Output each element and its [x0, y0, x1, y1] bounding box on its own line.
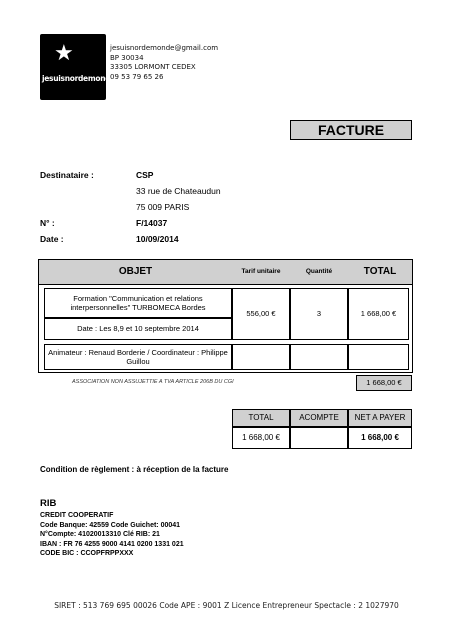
rib-iban: IBAN : FR 76 4255 9000 4141 0200 1331 021	[40, 540, 184, 548]
row2-qte-cell	[290, 344, 348, 370]
recipient-name: CSP	[136, 170, 154, 180]
rib-bank: CREDIT COOPERATIF	[40, 512, 114, 519]
col-total: TOTAL	[363, 266, 397, 278]
company-logo	[40, 34, 116, 100]
invoice-number-label: N° :	[40, 218, 55, 228]
footer: SIRET : 513 769 695 00026 Code APE : 9001 Z Licence Entrepreneur Spectacle : 2 1027970	[54, 601, 399, 610]
document-title: FACTURE	[290, 120, 412, 140]
rib-details	[40, 511, 184, 559]
rib-title: RIB	[40, 498, 57, 509]
recipient-address-1: 33 rue de Chateaudun	[136, 186, 221, 196]
row1-quantite: 3	[316, 309, 322, 319]
invoice-date-label: Date :	[40, 234, 64, 244]
col-objet: OBJET	[118, 266, 153, 278]
tva-note: ASSOCIATION NON ASSUJETTIE A TVA ARTICLE 206B DU CGI	[72, 379, 234, 385]
row2-tarif-cell	[232, 344, 290, 370]
row1-description: Formation "Communication et relations interpersonnelles" TURBOMECA Bordes	[70, 293, 206, 312]
rib-bic: CODE BIC : CCOPFRPPXXX	[40, 550, 134, 557]
star-icon: ★	[54, 40, 74, 65]
company-city: 33305 LORMONT CEDEX	[110, 63, 196, 71]
company-phone: 09 53 79 65 26	[110, 72, 164, 81]
summary-acompte-value	[290, 427, 348, 449]
row2-description: Animateur : Renaud Borderie / Coordinateur : Philippe Guillou	[48, 347, 228, 366]
payment-conditions: Condition de règlement : à réception de la facture	[40, 465, 229, 474]
subtotal: 1 668,00 €	[356, 375, 412, 391]
summary-total-label: TOTAL	[232, 409, 290, 427]
col-quantite: Quantité	[305, 268, 333, 276]
rib-account: N°Compte: 41020013310 Clé RIB: 21	[40, 531, 160, 538]
row1-dates: Date : Les 8,9 et 10 septembre 2014	[77, 324, 199, 334]
recipient-label: Destinataire :	[40, 170, 94, 180]
row1-total: 1 668,00 €	[360, 309, 397, 319]
summary-acompte-label: ACOMPTE	[290, 409, 348, 427]
col-tarif: Tarif unitaire	[241, 268, 281, 276]
summary-total-value: 1 668,00 €	[232, 427, 290, 449]
company-bp: BP 30034	[110, 53, 144, 62]
summary-net-label: NET A PAYER	[348, 409, 412, 427]
rib-codes: Code Banque: 42559 Code Guichet: 00041	[40, 521, 181, 529]
invoice-date: 10/09/2014	[136, 234, 179, 244]
company-contact	[110, 44, 218, 82]
summary-net-value: 1 668,00 €	[348, 427, 412, 449]
invoice-number: F/14037	[136, 218, 168, 228]
row1-tarif: 556,00 €	[246, 309, 276, 319]
row2-total-cell	[348, 344, 409, 370]
company-email: jesuisnordemonde@gmail.com	[110, 44, 219, 52]
recipient-address-2: 75 009 PARIS	[136, 202, 190, 212]
logo-text: jesuisnordemonde	[42, 74, 116, 83]
